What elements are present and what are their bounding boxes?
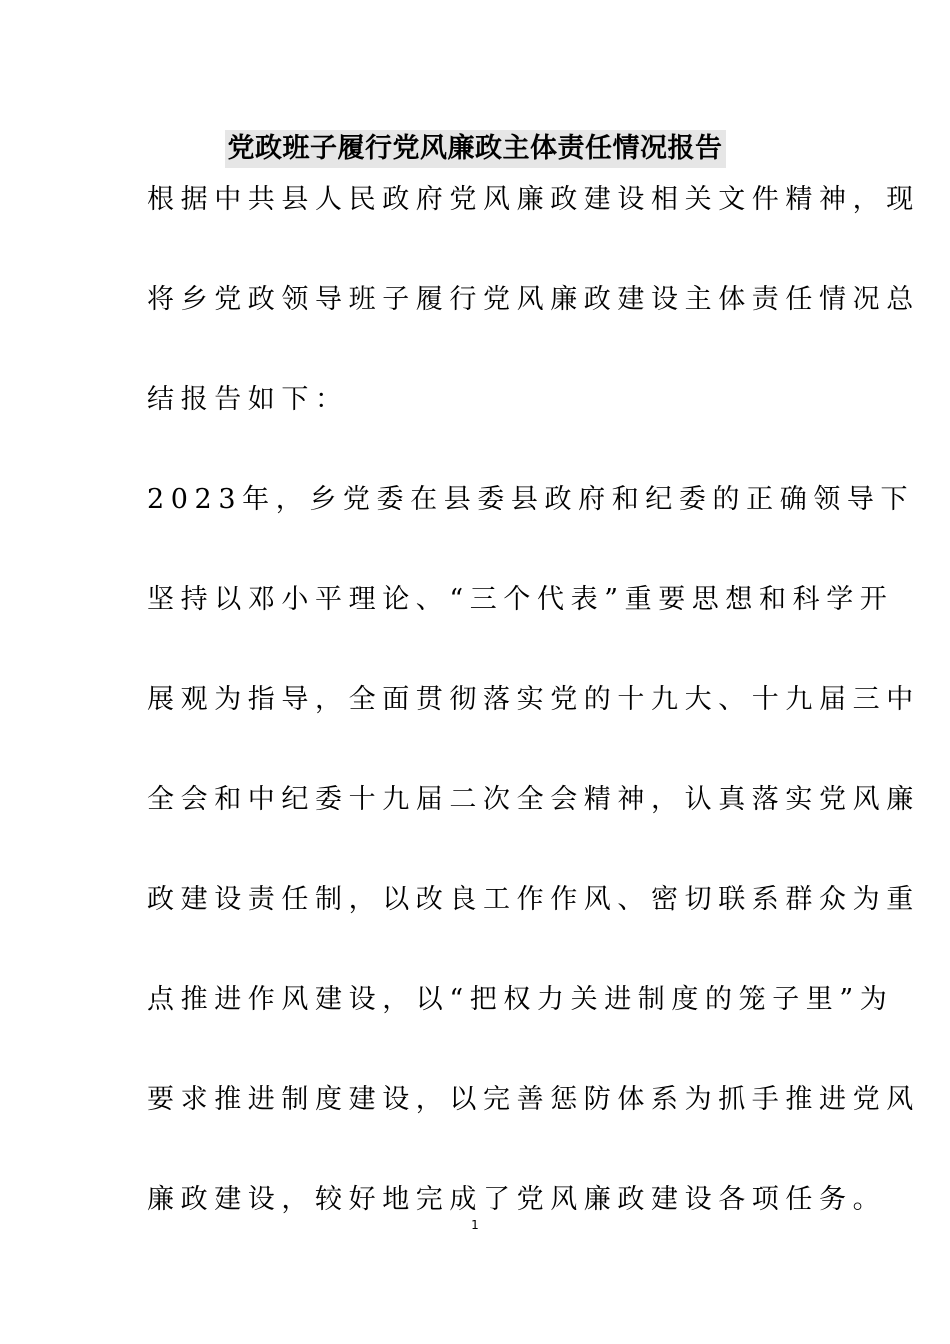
document-body — [147, 168, 920, 1268]
body-line-1: 根据中共县人民政府党风廉政建设相关文件精神，现 — [147, 184, 920, 215]
body-line-10: 要求推进制度建设，以完善惩防体系为抓手推进党风 — [147, 1084, 920, 1115]
body-line-3: 结报告如下： — [147, 384, 349, 415]
body-line-6: 展观为指导，全面贯彻落实党的十九大、十九届三中 — [147, 684, 920, 715]
body-line-8: 政建设责任制，以改良工作作风、密切联系群众为重 — [147, 884, 920, 915]
page-number: 1 — [471, 1218, 479, 1232]
body-line-5: 坚持以邓小平理论、“三个代表”重要思想和科学开 — [147, 584, 894, 615]
body-line-9: 点推进作风建设，以“把权力关进制度的笼子里”为 — [147, 984, 894, 1015]
body-line-2: 将乡党政领导班子履行党风廉政建设主体责任情况总 — [147, 284, 920, 315]
body-line-11: 廉政建设，较好地完成了党风廉政建设各项任务。 — [147, 1184, 887, 1215]
body-line-4: 2023年，乡党委在县委县政府和纪委的正确领导下 — [147, 484, 915, 515]
body-line-7: 全会和中纪委十九届二次全会精神，认真落实党风廉 — [147, 784, 920, 815]
document-title: 党政班子履行党风廉政主体责任情况报告 — [225, 130, 726, 168]
title-container — [0, 130, 950, 168]
